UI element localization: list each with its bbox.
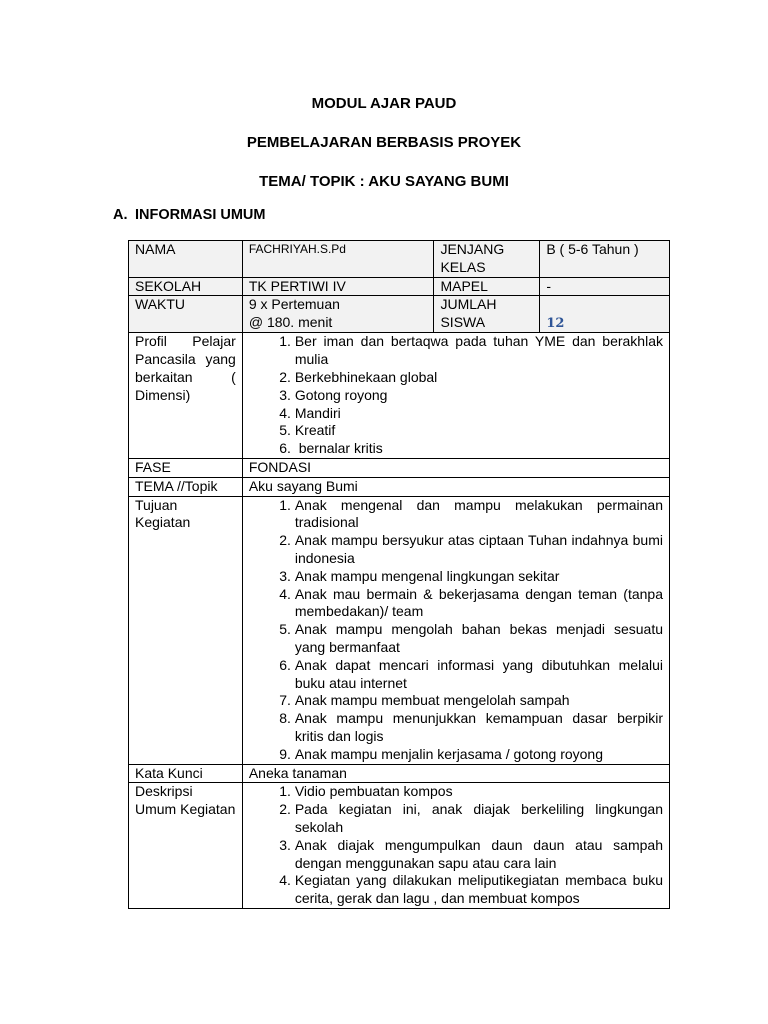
module-subtitle: PEMBELAJARAN BERBASIS PROYEK [246, 134, 522, 151]
waktu-value-line1: 9 x Pertemuan [248, 296, 340, 313]
list-item: 2. Anak mampu bersyukur atas ciptaan Tuhan indahnya bumi indonesia [295, 532, 663, 568]
jumlah-cell [540, 296, 670, 333]
tujuan-list [249, 497, 663, 764]
list-item: 4. Anak mau bermain & bekerjasama dengan teman (tanpa membedakan)/ team [295, 586, 663, 622]
list-item: 1. Vidio pembuatan kompos [295, 783, 663, 801]
jenjang-label: JENJANG KELAS [434, 241, 540, 278]
deskripsi-list [249, 783, 663, 908]
kata-kunci-value: Aneka tanaman [242, 764, 669, 783]
waktu-value-line2: @ 180. menit [248, 314, 333, 331]
row-tema [129, 477, 670, 496]
jenjang-value: B ( 5-6 Tahun ) [540, 241, 670, 278]
list-item: 5. Anak mampu mengolah bahan bekas menjadi sesuatu yang bermanfaat [295, 621, 663, 657]
row-waktu [129, 296, 670, 333]
profil-value [242, 333, 669, 459]
list-item: 2. Berkebhinekaan global [295, 369, 663, 387]
tujuan-label: Tujuan Kegiatan [129, 496, 243, 764]
list-item: 3. Anak mampu mengenal lingkungan sekitar [295, 568, 663, 586]
list-item: 3. Gotong royong [295, 387, 663, 405]
sekolah-label: SEKOLAH [129, 277, 243, 296]
list-item: 1. Ber iman dan bertaqwa pada tuhan YME dan berakhlak mulia [295, 333, 663, 369]
tema-value: Aku sayang Bumi [242, 477, 669, 496]
fase-value: FONDASI [242, 458, 669, 477]
tujuan-value [242, 496, 669, 764]
nama-label: NAMA [129, 241, 243, 278]
module-title: MODUL AJAR PAUD [311, 95, 457, 112]
list-item: 7. Anak mampu membuat mengelolah sampah [295, 692, 663, 710]
list-item: 4. Mandiri [295, 405, 663, 423]
mapel-label: MAPEL [434, 277, 540, 296]
fase-label: FASE [129, 458, 243, 477]
list-item: 6. bernalar kritis [295, 440, 663, 458]
list-item: 2. Pada kegiatan ini, anak diajak berkeliling lingkungan sekolah [295, 801, 663, 837]
theme-heading: TEMA/ TOPIK : AKU SAYANG BUMI [259, 173, 509, 190]
jumlah-label: JUMLAH SISWA [434, 296, 540, 333]
section-title: INFORMASI UMUM [135, 207, 266, 223]
row-nama [129, 241, 670, 278]
list-item: 5. Kreatif [295, 422, 663, 440]
profil-label: Profil Pelajar Pancasila yang berkaitan ( Dimensi) [129, 333, 243, 459]
sekolah-value: TK PERTIWI IV [242, 277, 434, 296]
mapel-value: - [540, 277, 670, 296]
list-item: 9. Anak mampu menjalin kerjasama / gotong royong [295, 746, 663, 764]
deskripsi-value [242, 783, 669, 909]
profil-list [249, 333, 663, 458]
list-item: 3. Anak diajak mengumpulkan daun daun atau sampah dengan menggunakan sapu atau cara lain [295, 837, 663, 873]
waktu-value [242, 296, 434, 333]
waktu-label: WAKTU [129, 296, 243, 333]
row-fase [129, 458, 670, 477]
tema-label: TEMA //Topik [129, 477, 243, 496]
row-tujuan [129, 496, 670, 764]
nama-value: FACHRIYAH.S.Pd [242, 241, 434, 278]
list-item: 4. Kegiatan yang dilakukan meliputikegiatan membaca buku cerita, gerak dan lagu , dan membuat kompos [295, 872, 663, 908]
section-heading [113, 207, 266, 223]
deskripsi-label: Deskripsi Umum Kegiatan [129, 783, 243, 909]
row-sekolah [129, 277, 670, 296]
list-item: 8. Anak mampu menunjukkan kemampuan dasar berpikir kritis dan logis [295, 710, 663, 746]
kata-kunci-label: Kata Kunci [129, 764, 243, 783]
row-kata-kunci [129, 764, 670, 783]
list-item: 6. Anak dapat mencari informasi yang dibutuhkan melalui buku atau internet [295, 657, 663, 693]
row-profil [129, 333, 670, 459]
jumlah-value: 12 [546, 315, 565, 331]
row-deskripsi [129, 783, 670, 909]
section-letter: A. [113, 207, 128, 223]
info-table [128, 240, 670, 909]
list-item: 1. Anak mengenal dan mampu melakukan permainan tradisional [295, 497, 663, 533]
